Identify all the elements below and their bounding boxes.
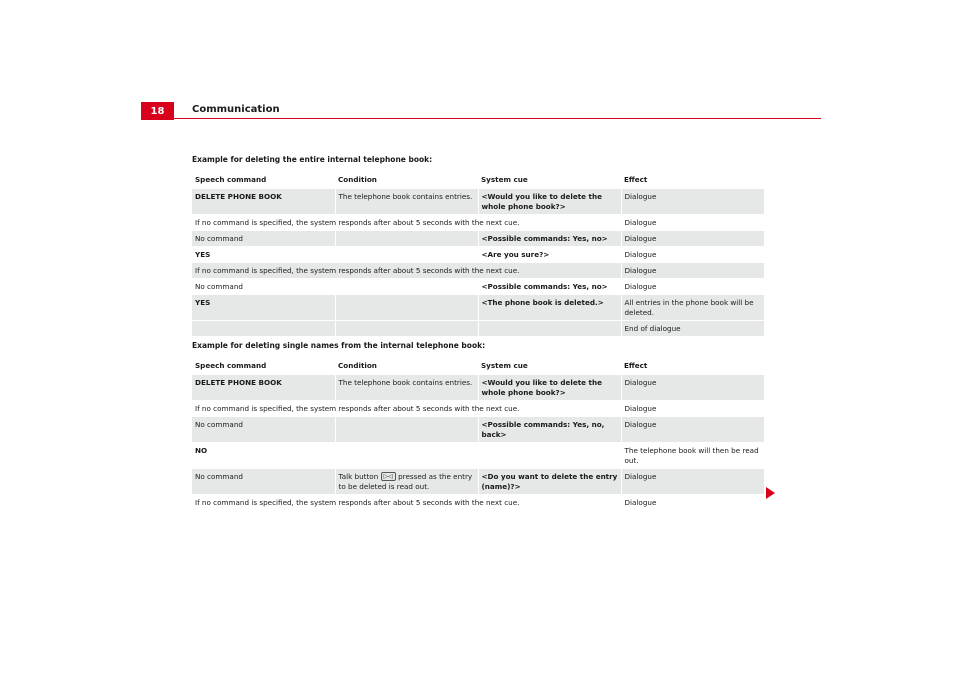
effect: All entries in the phone book will be deleted. (621, 295, 764, 321)
chapter-title: Communication (192, 104, 280, 115)
system-cue: <The phone book is deleted.> (478, 295, 621, 321)
system-cue: <Are you sure?> (478, 247, 621, 263)
system-cue: <Possible commands: Yes, no, back> (478, 417, 621, 443)
table-row (192, 401, 764, 417)
table-row (192, 189, 764, 215)
condition-text-pre: Talk button (338, 471, 379, 481)
column-header: System cue (478, 172, 621, 189)
system-cue (478, 443, 621, 469)
effect: Dialogue (621, 375, 764, 401)
table-row (192, 231, 764, 247)
effect: Dialogue (621, 247, 764, 263)
effect: Dialogue (621, 215, 764, 231)
dialogue-table-delete-all (192, 172, 764, 337)
condition: The telephone book contains entries. (335, 375, 478, 401)
column-header: Effect (621, 172, 764, 189)
table-row (192, 279, 764, 295)
condition: The telephone book contains entries. (335, 189, 478, 215)
condition (335, 321, 478, 337)
speech-command: No command (192, 279, 335, 295)
condition (335, 247, 478, 263)
dialogue-table-delete-single (192, 358, 764, 511)
condition (335, 417, 478, 443)
column-header: System cue (478, 358, 621, 375)
system-cue: <Possible commands: Yes, no> (478, 231, 621, 247)
system-cue: <Would you like to delete the whole phone book?> (478, 375, 621, 401)
table-row (192, 215, 764, 231)
table-row (192, 375, 764, 401)
effect: Dialogue (621, 469, 764, 495)
table-row (192, 417, 764, 443)
table-row (192, 469, 764, 495)
condition (335, 279, 478, 295)
system-cue: <Do you want to delete the entry (name)?> (478, 469, 621, 495)
table-row (192, 495, 764, 511)
table-header-row (192, 172, 764, 189)
effect: Dialogue (621, 189, 764, 215)
column-header: Speech command (192, 172, 335, 189)
condition (335, 295, 478, 321)
header-rule (174, 118, 821, 119)
speech-command: No command (192, 231, 335, 247)
column-header: Speech command (192, 358, 335, 375)
speech-command: No command (192, 469, 335, 495)
effect: Dialogue (621, 231, 764, 247)
page-header (141, 102, 821, 120)
column-header: Condition (335, 358, 478, 375)
speech-command: YES (192, 247, 335, 263)
speech-command: DELETE PHONE BOOK (192, 375, 335, 401)
system-cue (478, 321, 621, 337)
speech-command: DELETE PHONE BOOK (192, 189, 335, 215)
system-cue: <Possible commands: Yes, no> (478, 279, 621, 295)
column-header: Effect (621, 358, 764, 375)
section-title-delete-single: Example for deleting single names from the internal telephone book: (192, 341, 486, 350)
page-number: 18 (141, 102, 174, 120)
effect: Dialogue (621, 263, 764, 279)
talk-button-icon: ▷◁ (381, 472, 396, 481)
table-row (192, 295, 764, 321)
condition (335, 469, 478, 495)
speech-command: NO (192, 443, 335, 469)
table-header-row (192, 358, 764, 375)
effect: Dialogue (621, 401, 764, 417)
table-row (192, 321, 764, 337)
condition-text-post: pressed as the entry to be deleted is read out. (338, 471, 473, 491)
effect: The telephone book will then be read out. (621, 443, 764, 469)
timeout-note: If no command is specified, the system responds after about 5 seconds with the next cue. (192, 263, 621, 279)
timeout-note: If no command is specified, the system responds after about 5 seconds with the next cue. (192, 495, 621, 511)
timeout-note: If no command is specified, the system responds after about 5 seconds with the next cue. (192, 215, 621, 231)
effect: Dialogue (621, 417, 764, 443)
table-row (192, 263, 764, 279)
speech-command (192, 321, 335, 337)
effect: End of dialogue (621, 321, 764, 337)
condition (335, 231, 478, 247)
table-row (192, 247, 764, 263)
column-header: Condition (335, 172, 478, 189)
speech-command: YES (192, 295, 335, 321)
system-cue: <Would you like to delete the whole phone book?> (478, 189, 621, 215)
continue-arrow-icon (766, 487, 775, 499)
section-title-delete-all: Example for deleting the entire internal telephone book: (192, 155, 433, 164)
condition (335, 443, 478, 469)
effect: Dialogue (621, 495, 764, 511)
effect: Dialogue (621, 279, 764, 295)
speech-command: No command (192, 417, 335, 443)
table-row (192, 443, 764, 469)
timeout-note: If no command is specified, the system responds after about 5 seconds with the next cue. (192, 401, 621, 417)
